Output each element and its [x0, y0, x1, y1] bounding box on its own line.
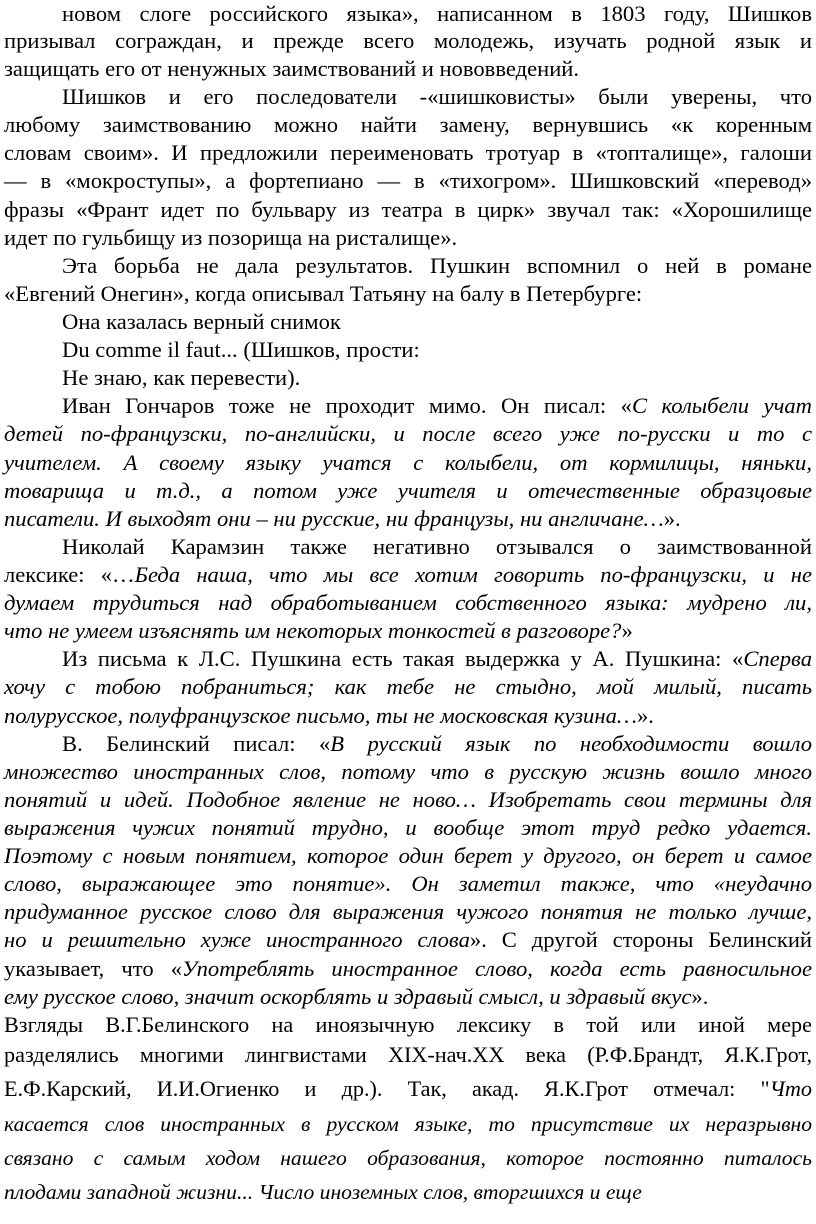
text-line: [4, 111, 812, 139]
italic-quote-run: слово, выражающее это понятие». Он заметил также, что «неудачно: [4, 871, 812, 896]
italic-quote-run: ему русское слово, значит оскорблять и здравый смысл, и здравый вкус: [4, 984, 692, 1009]
text-line: [4, 589, 812, 617]
text-run: Взгляды В.Г.Белинского на иноязычную лексику в той или иной мере: [4, 1012, 812, 1037]
text-run: Николай Карамзин также негативно отзывался о заимствованной: [62, 534, 812, 559]
text-line: [4, 449, 812, 477]
italic-quote-run: В русский язык по необходимости вошло: [330, 731, 812, 756]
text-line: [4, 1011, 812, 1039]
text-line: [4, 786, 812, 814]
text-line: [4, 1075, 812, 1103]
text-line: [4, 617, 812, 645]
text-line: [4, 477, 812, 505]
text-run: Шишков и его последователи -«шишковисты» были уверены, что: [62, 84, 812, 109]
text-line: [4, 842, 812, 870]
text-line: [4, 870, 812, 898]
italic-quote-run: связано с самым ходом нашего образования, которое постоянно питалось: [4, 1146, 812, 1170]
text-run: Из письма к Л.С. Пушкина есть такая выдержка у А. Пушкина: «: [62, 646, 744, 671]
italic-quote-run: понятий и идей. Подобное явление не ново… Изобретать свои термины для: [4, 787, 812, 812]
text-line: [62, 308, 812, 336]
text-run: «Евгений Онегин», когда описывал Татьяну на балу в Петербурге:: [4, 281, 643, 306]
text-run: — в «мокроступы», а фортепиано — в «тихогром». Шишковский «перевод»: [4, 168, 812, 193]
text-run: любому заимствованию можно найти замену, вернувшись «к коренным: [4, 112, 812, 137]
text-line: [4, 280, 812, 308]
text-run: Иван Гончаров тоже не проходит мимо. Он писал: «: [62, 393, 632, 418]
italic-quote-run: Что: [769, 1076, 812, 1101]
text-run: Е.Ф.Карский, И.И.Огиенко и др.). Так, акад. Я.К.Грот отмечал: ": [4, 1076, 770, 1101]
text-run-tail: »: [621, 618, 633, 643]
italic-quote-run: Поэтому с новым понятием, которое один берет у другого, он берет и самое: [4, 843, 812, 868]
text-line: [62, 533, 812, 561]
text-run: указывает, что «: [4, 956, 183, 981]
text-run: защищать его от ненужных заимствований и нововведений.: [4, 56, 580, 81]
italic-quote-run: Сперва: [743, 646, 812, 671]
text-line: [4, 702, 812, 730]
italic-quote-run: плодами западной жизни... Число иноземных слов, вторгшихся и еще: [4, 1180, 642, 1204]
italic-quote-run: Употреблять иностранное слово, когда есть равносильное: [182, 956, 812, 981]
text-run: словам своим». И предложили переименовать тротуар в «топталище», галоши: [4, 140, 812, 165]
italic-quote-run: Беда наша, что мы все хотим говорить по-французски, и не: [134, 562, 812, 587]
text-line: [4, 1144, 812, 1172]
italic-quote-run: С колыбели учат: [631, 393, 812, 418]
text-line: [4, 196, 812, 224]
italic-quote-run: товарища и т.д., а потом уже учителя и отечественные образцовые: [4, 478, 812, 503]
text-line: [4, 561, 812, 589]
text-line: [4, 1041, 812, 1069]
text-run: идет по гульбищу из позорища на ристалище».: [4, 225, 458, 250]
text-run: Не знаю, как перевести).: [62, 365, 301, 390]
text-line: [62, 392, 812, 420]
italic-quote-run: придуманное русское слово для выражения чужого понятия не только лучше,: [4, 899, 812, 924]
text-line: [4, 758, 812, 786]
text-line: [62, 0, 812, 28]
italic-quote-run: касается слов иностранных в русском языке, то присутствие их неразрывно: [4, 1112, 812, 1136]
text-run: фразы «Франт идет по бульвару из театра в цирк» звучал так: «Хорошилище: [4, 197, 812, 222]
italic-quote-run: учителем. А своему языку учатся с колыбели, от кормилицы, няньки,: [4, 450, 812, 475]
text-line: [62, 336, 812, 364]
text-line: [4, 139, 812, 167]
text-line: [4, 814, 812, 842]
text-line: [62, 645, 812, 673]
italic-quote-run: писатели. И выходят они – ни русские, ни французы, ни англичане…: [4, 506, 664, 531]
text-line: [4, 505, 812, 533]
text-line: [4, 167, 812, 195]
text-run: Она казалась верный снимок: [62, 309, 341, 334]
text-line: [62, 730, 812, 758]
text-line: [62, 83, 812, 111]
italic-quote-run: детей по-французски, по-английски, и после всего уже по-русски и то с: [4, 421, 812, 446]
text-line: [4, 224, 812, 252]
text-run-tail: ».: [663, 506, 681, 531]
text-line: [4, 926, 812, 954]
italic-quote-run: но и решительно хуже иностранного слова: [4, 927, 470, 952]
text-run-tail: ». С другой стороны Белинский: [469, 927, 812, 952]
text-run: В. Белинский писал: «: [62, 731, 331, 756]
text-line: [4, 55, 812, 83]
text-line: [4, 1110, 812, 1138]
text-line: [4, 420, 812, 448]
italic-quote-run: хочу с тобою побраниться; как тебе не стыдно, мой милый, писать: [4, 674, 812, 699]
text-line: [4, 27, 812, 55]
italic-quote-run: что не умеем изъяснять им некоторых тонкостей в разговоре?: [4, 618, 622, 643]
italic-quote-run: полурусское, полуфранцузское письмо, ты не московская кузина…: [4, 703, 637, 728]
text-line: [62, 252, 812, 280]
text-line: [4, 1178, 812, 1206]
italic-quote-run: думаем трудиться над обработыванием собственного языка: мудрено ли,: [4, 590, 812, 615]
text-run: призывал сограждан, и прежде всего молодежь, изучать родной язык и: [4, 28, 812, 53]
text-line: [62, 364, 812, 392]
text-line: [4, 673, 812, 701]
text-run: лексике: «…: [4, 562, 135, 587]
text-line: [4, 955, 812, 983]
italic-quote-run: выражения чужих понятий трудно, и вообще этот труд редко удается.: [4, 815, 812, 840]
text-line: [4, 898, 812, 926]
text-run: Du comme il faut... (Шишков, прости:: [62, 337, 420, 362]
text-run-tail: ».: [636, 703, 654, 728]
text-run: разделялись многими лингвистами XIX-нач.XX века (Р.Ф.Брандт, Я.К.Грот,: [4, 1042, 812, 1067]
italic-quote-run: множество иностранных слов, потому что в русскую жизнь вошло много: [4, 759, 812, 784]
text-run: Эта борьба не дала результатов. Пушкин вспомнил о ней в романе: [62, 253, 812, 278]
text-run-tail: ».: [691, 984, 709, 1009]
text-line: [4, 983, 812, 1011]
text-run: новом слоге российского языка», написанном в 1803 году, Шишков: [62, 1, 812, 26]
